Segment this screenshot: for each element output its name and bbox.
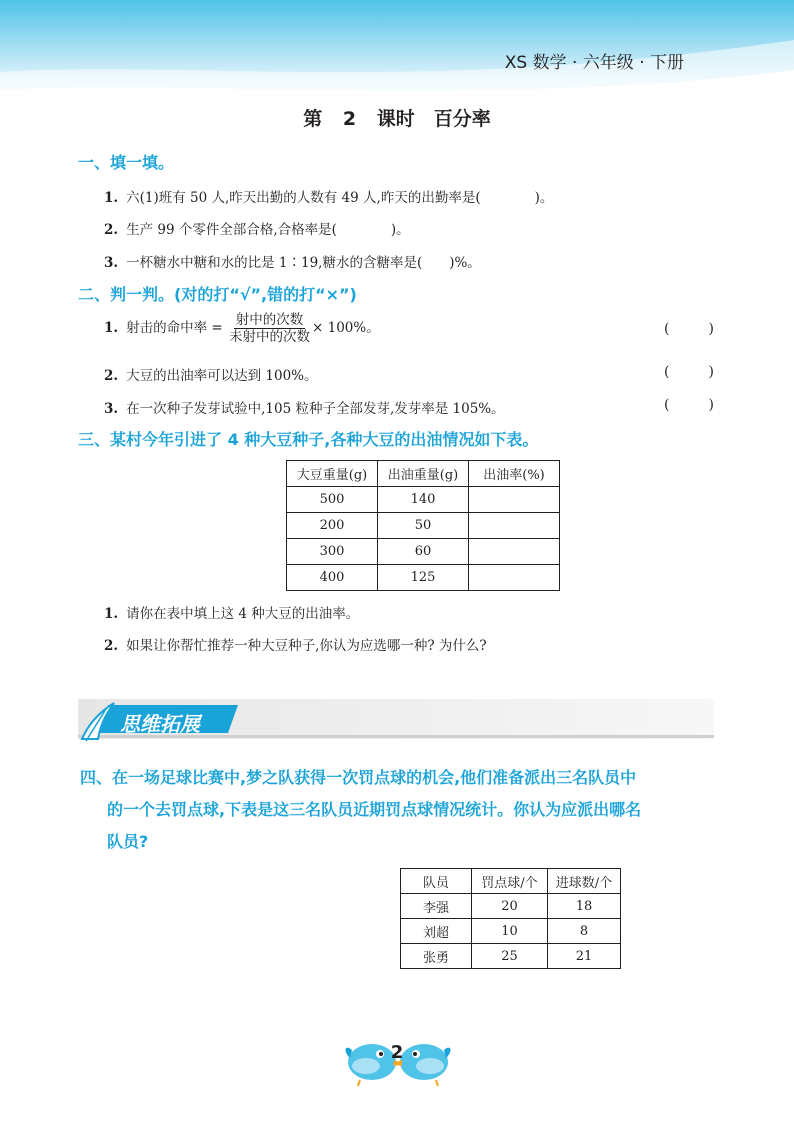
section-2-title: 二、判一判。(对的打“√”,错的打“×”): [78, 285, 357, 304]
answer-parentheses-2[interactable]: ( ): [664, 364, 714, 380]
table-header-cell: 出油率(%): [469, 461, 560, 487]
banner-label: 思维拓展: [120, 712, 200, 736]
table-cell: 25: [472, 944, 548, 969]
table-cell: 李强: [401, 894, 472, 919]
section-2-question-3: [104, 397, 505, 417]
section-2-question-2: [104, 364, 317, 384]
section-1-question-1: [104, 186, 553, 206]
section-4-line-1: 四、在一场足球比赛中,梦之队获得一次罚点球的机会,他们准备派出三名队员中: [80, 768, 637, 787]
table-cell: 18: [548, 894, 621, 919]
table-cell: 张勇: [401, 944, 472, 969]
question-number: 2.: [104, 638, 119, 654]
answer-cell[interactable]: [469, 487, 560, 513]
fraction-denominator: 未射中的次数: [229, 329, 310, 345]
table-row: [401, 944, 621, 969]
table-header-cell: 出油重量(g): [378, 461, 469, 487]
question-number: 1.: [104, 606, 119, 622]
question-number: 1.: [104, 190, 119, 206]
fraction-numerator: 射中的次数: [235, 312, 304, 328]
soybean-oil-table: [286, 460, 560, 591]
table-cell: 50: [378, 513, 469, 539]
table-cell: 10: [472, 919, 548, 944]
question-text: 在一次种子发芽试验中,105 粒种子全部发芽,发芽率是 105%。: [126, 401, 505, 417]
question-number: 2.: [104, 222, 119, 238]
section-1-title: 一、填一填。: [78, 153, 175, 172]
section-4-line-2: 的一个去罚点球,下表是这三名队员近期罚点球情况统计。你认为应派出哪名: [107, 800, 642, 819]
section-1-question-3: [104, 251, 481, 271]
table-cell: 8: [548, 919, 621, 944]
question-text: 大豆的出油率可以达到 100%。: [126, 368, 318, 384]
question-text: 一杯糖水中糖和水的比是 1∶19,糖水的含糖率是( )%。: [126, 255, 481, 271]
question-text: 请你在表中填上这 4 种大豆的出油率。: [126, 606, 360, 622]
table-cell: 400: [287, 565, 378, 591]
table-header-row: [401, 869, 621, 894]
table-header-row: [287, 461, 560, 487]
page-number: 2: [390, 1042, 404, 1063]
question-number: 1.: [104, 320, 119, 336]
question-text: 如果让你帮忙推荐一种大豆种子,你认为应选哪一种? 为什么?: [126, 638, 487, 654]
answer-cell[interactable]: [469, 513, 560, 539]
section-4-line-3: 队员?: [107, 832, 149, 851]
question-number: 3.: [104, 255, 119, 271]
fraction: [229, 312, 310, 345]
answer-cell[interactable]: [469, 539, 560, 565]
lesson-title: 第 2 课时 百分率: [303, 108, 491, 130]
question-text: 射击的命中率 =: [126, 320, 223, 336]
answer-parentheses-1[interactable]: ( ): [664, 321, 714, 337]
question-number: 3.: [104, 401, 119, 417]
question-text-suffix: × 100%。: [312, 320, 380, 336]
table-header-cell: 队员: [401, 869, 472, 894]
table-row: [401, 919, 621, 944]
table-row: [287, 487, 560, 513]
answer-cell[interactable]: [469, 565, 560, 591]
table-header-cell: 罚点球/个: [472, 869, 548, 894]
book-header-title: XS 数学 · 六年级 · 下册: [504, 53, 684, 73]
table-cell: 200: [287, 513, 378, 539]
penalty-kick-table: [400, 868, 621, 969]
question-text: 六(1)班有 50 人,昨天出勤的人数有 49 人,昨天的出勤率是( )。: [126, 190, 554, 206]
table-header-cell: 大豆重量(g): [287, 461, 378, 487]
table-cell: 60: [378, 539, 469, 565]
section-1-question-2: [104, 218, 410, 238]
table-cell: 20: [472, 894, 548, 919]
section-2-question-1: [104, 312, 380, 345]
section-3-title: 三、某村今年引进了 4 种大豆种子,各种大豆的出油情况如下表。: [78, 430, 539, 449]
section-3-question-2: [104, 634, 487, 654]
table-cell: 刘超: [401, 919, 472, 944]
table-cell: 125: [378, 565, 469, 591]
table-cell: 140: [378, 487, 469, 513]
question-number: 2.: [104, 368, 119, 384]
question-text: 生产 99 个零件全部合格,合格率是( )。: [126, 222, 410, 238]
table-cell: 500: [287, 487, 378, 513]
table-row: [401, 894, 621, 919]
answer-parentheses-3[interactable]: ( ): [664, 397, 714, 413]
table-row: [287, 539, 560, 565]
table-row: [287, 513, 560, 539]
table-header-cell: 进球数/个: [548, 869, 621, 894]
table-row: [287, 565, 560, 591]
table-cell: 300: [287, 539, 378, 565]
section-3-question-1: [104, 602, 359, 622]
table-cell: 21: [548, 944, 621, 969]
